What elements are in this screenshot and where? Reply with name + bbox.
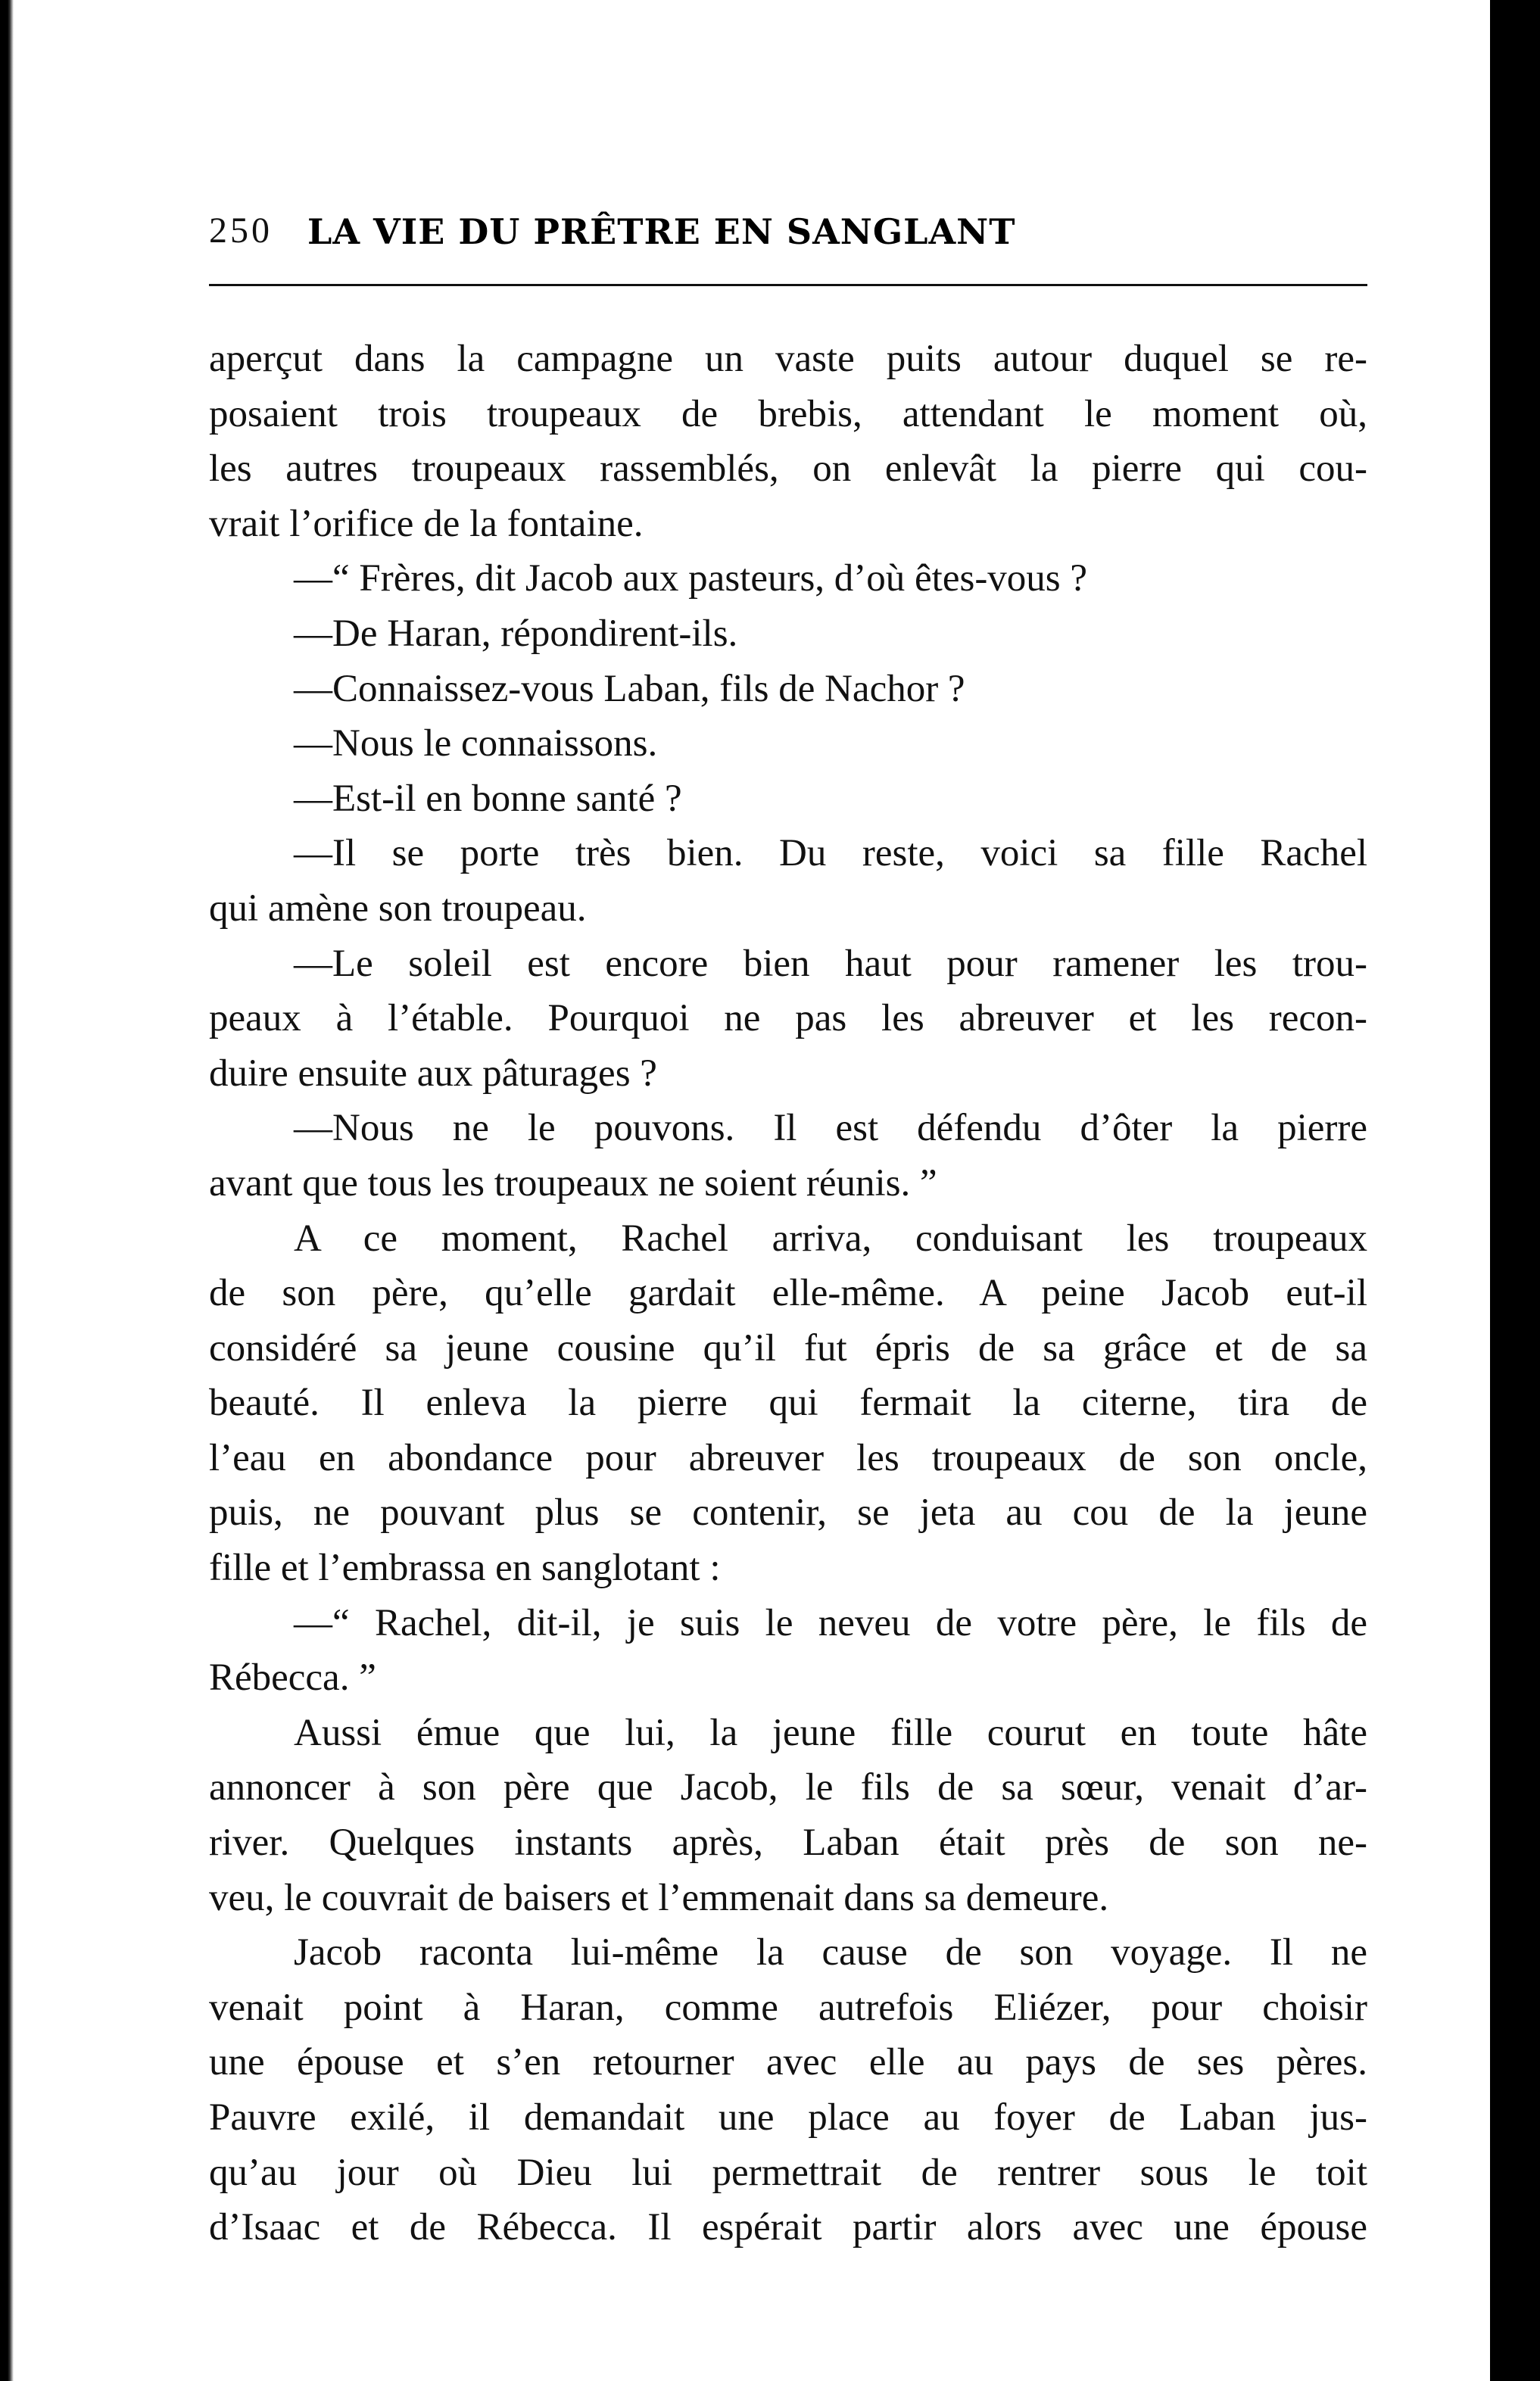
body-text [209,332,1367,2255]
text-line: Aussi émue que lui, la jeune fille courut en toute hâte [294,1711,1367,1754]
text-line: posaient trois troupeaux de brebis, attendant le moment où, [209,392,1367,435]
text-line: Rébecca. ” [209,1656,376,1700]
text-line: —“ Frères, dit Jacob aux pasteurs, d’où êtes-vous ? [294,557,1088,600]
text-line: puis, ne pouvant plus se contenir, se jeta au cou de la jeune [209,1491,1367,1535]
running-title: LA VIE DU PRÊTRE EN SANGLANT [307,211,1016,252]
text-line: —Connaissez-vous Laban, fils de Nachor ? [294,667,965,710]
text-line: —“ Rachel, dit-il, je suis le neveu de votre père, le fils de [294,1601,1367,1644]
text-line: une épouse et s’en retourner avec elle au pays de ses pères. [209,2041,1367,2084]
page-number: 250 [209,210,273,251]
text-line: les autres troupeaux rassemblés, on enlevât la pierre qui cou- [209,447,1367,491]
text-line: —Est-il en bonne santé ? [294,777,682,820]
header-rule [209,284,1367,286]
text-line: l’eau en abondance pour abreuver les troupeaux de son oncle, [209,1436,1367,1479]
text-line: beauté. Il enleva la pierre qui fermait la citerne, tira de [209,1382,1367,1425]
text-line: —Le soleil est encore bien haut pour ramener les trou- [294,942,1367,985]
text-line: avant que tous les troupeaux ne soient réunis. ” [209,1161,937,1205]
text-line: —De Haran, répondirent-ils. [294,612,738,655]
text-line: aperçut dans la campagne un vaste puits autour duquel se re- [209,338,1367,380]
scan-edge-right [1490,0,1540,2381]
text-line: qui amène son troupeau. [209,887,587,930]
text-line: —Nous le connaissons. [294,722,658,765]
text-line: d’Isaac et de Rébecca. Il espérait partir alors avec une épouse [209,2206,1367,2249]
text-line: veu, le couvrait de baisers et l’emmenait dans sa demeure. [209,1876,1109,1919]
text-line: venait point à Haran, comme autrefois Eliézer, pour choisir [209,1986,1367,2029]
page-header [209,204,1367,257]
text-line: —Nous ne le pouvons. Il est défendu d’ôter la pierre [294,1107,1367,1150]
text-line: Jacob raconta lui-même la cause de son voyage. Il ne [294,1931,1367,1974]
text-line: fille et l’embrassa en sanglotant : [209,1547,721,1590]
text-line: —Il se porte très bien. Du reste, voici sa fille Rachel [294,832,1367,875]
text-line: qu’au jour où Dieu lui permettrait de rentrer sous le toit [209,2151,1367,2194]
text-line: river. Quelques instants après, Laban était près de son ne- [209,1822,1367,1865]
text-line: vrait l’orifice de la fontaine. [209,502,644,545]
text-line: Pauvre exilé, il demandait une place au foyer de Laban jus- [209,2096,1367,2139]
text-line: peaux à l’étable. Pourquoi ne pas les abreuver et les recon- [209,997,1367,1040]
scan-edge-left [0,0,14,2381]
text-line: A ce moment, Rachel arriva, conduisant les troupeaux [294,1217,1367,1260]
text-line: duire ensuite aux pâturages ? [209,1052,657,1095]
text-line: annoncer à son père que Jacob, le fils de sa sœur, venait d’ar- [209,1766,1367,1809]
text-line: considéré sa jeune cousine qu’il fut épris de sa grâce et de sa [209,1326,1367,1370]
text-line: de son père, qu’elle gardait elle-même. A peine Jacob eut-il [209,1272,1367,1315]
